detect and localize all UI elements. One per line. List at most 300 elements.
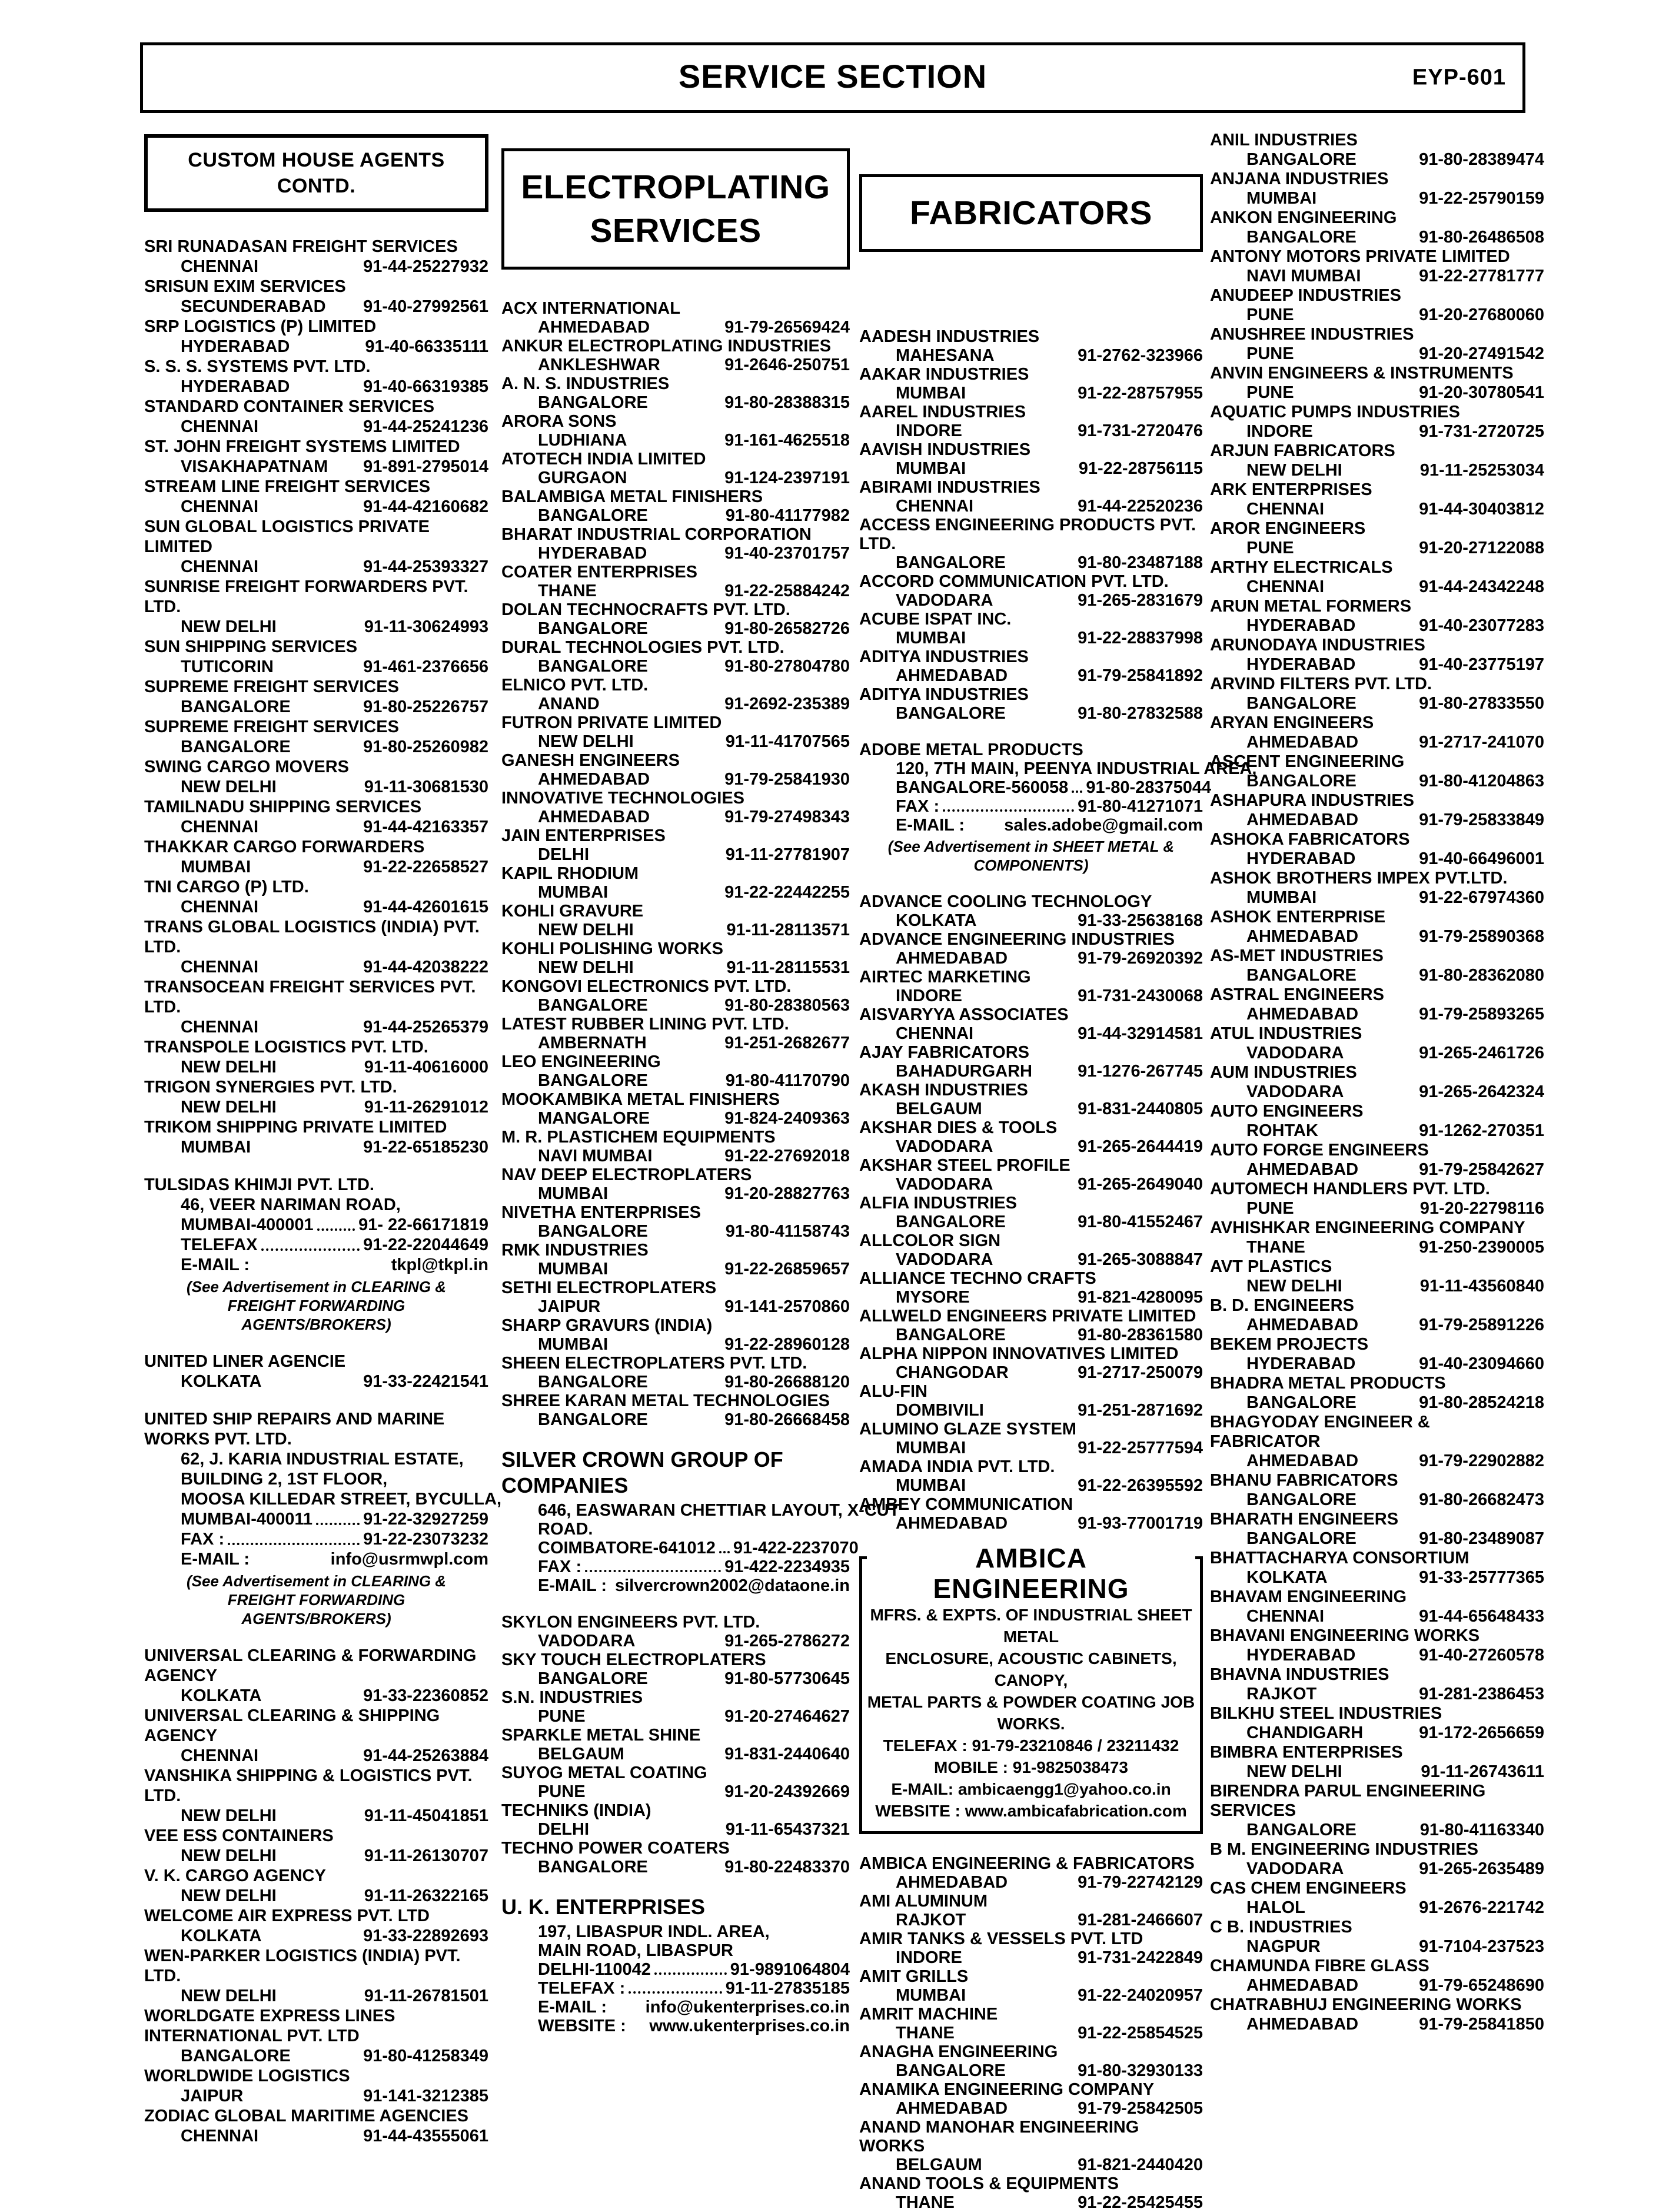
phone-number: 91-20-27122088 [1419,539,1544,557]
dotted-leader [316,1523,360,1525]
phone-number: 91-731-2422849 [1078,1948,1203,1967]
phone-number: 91-22-25790159 [1419,189,1544,208]
entry-location-row [144,737,488,757]
ad-text-line: METAL PARTS & POWDER COATING JOB WORKS. [867,1693,1195,1733]
contact-line [501,1979,850,1998]
entry-location-row [1210,539,1544,558]
city: AMBERNATH [538,1034,647,1052]
phone-number: 91-80-41158743 [725,1222,850,1241]
ad-box [859,1543,1203,1834]
company-name: WORLDWIDE LOGISTICS [144,2067,350,2085]
directory-entry [501,1165,850,1203]
contact-line [859,759,1257,778]
company-name: AMIT GRILLS [859,1967,969,1986]
ad-title: AMBICA ENGINEERING [867,1543,1195,1604]
directory-entry [144,677,488,717]
directory-entry [144,1826,488,1866]
phone-number: 91-44-42601615 [363,898,488,916]
contact-value: 91-11-27835185 [725,1979,850,1998]
phone-number: 91-80-27833550 [1419,694,1544,713]
phone-number: 91-44-42160682 [363,497,488,516]
company-name: TRANSPOLE LOGISTICS PVT. LTD. [144,1038,428,1057]
contact-value: 91-422-2237070 [733,1539,859,1557]
entry-location-row [501,1147,850,1165]
city: NEW DELHI [181,1098,277,1117]
contact-label: FAX : [896,797,940,816]
directory-entry [1210,908,1544,946]
entry-location-row [1210,344,1544,364]
directory-entry [1210,1918,1544,1957]
entry-location-row [859,1476,1203,1495]
phone-number: 91-11-26781501 [364,1987,488,2005]
phone-number: 91-80-28361580 [1078,1326,1203,1344]
entry-location-row [501,1109,850,1128]
directory-entry [501,789,850,826]
city: BANGALORE [538,1222,648,1241]
phone-number: 91-824-2409363 [724,1109,850,1128]
directory-entry [1210,1840,1544,1879]
company-name: TRIKOM SHIPPING PRIVATE LIMITED [144,1118,447,1137]
phone-number: 91-821-4280095 [1078,1288,1203,1307]
company-name: BILKHU STEEL INDUSTRIES [1210,1704,1442,1723]
company-name: ELNICO PVT. LTD. [501,676,649,695]
company-name: AAVISH INDUSTRIES [859,440,1031,459]
company-name: SRP LOGISTICS (P) LIMITED [144,317,377,336]
entry-location-row [1210,1354,1544,1374]
contact-line [501,1520,850,1539]
entry-location-row [859,666,1203,685]
entry-location-row [859,1024,1203,1043]
contact-label: FAX : [538,1557,582,1576]
company-name: UNIVERSAL CLEARING & SHIPPING AGENCY [144,1706,440,1745]
entry-location-row [144,1746,488,1766]
directory-entry [859,327,1203,365]
contact-line [501,1998,850,2017]
phone-number: 91-80-26486508 [1419,228,1544,247]
ad-text-line: TELEFAX : 91-79-23210846 / 23211432 [883,1736,1179,1755]
entry-location-row [501,318,850,337]
contact-line [501,1576,850,1595]
company-name: DURAL TECHNOLOGIES PVT. LTD. [501,638,784,657]
directory-entry [859,1307,1203,1344]
city: DELHI [538,1820,589,1839]
phone-number: 91-80-23489087 [1419,1529,1544,1548]
city: AHMEDABAD [1246,811,1359,829]
phone-number: 91-141-2570860 [724,1297,850,1316]
city: BANGALORE [1246,966,1357,985]
contact-value: 91-80-41271071 [1078,797,1203,816]
company-name: ADITYA INDUSTRIES [859,647,1029,666]
entry-location-row [144,1846,488,1866]
company-name: CAS CHEM ENGINEERS [1210,1879,1407,1898]
entry-location-row [144,1986,488,2006]
city: BANGALORE [1246,1821,1357,1839]
directory-entry [501,600,850,638]
phone-number: 91-11-28115531 [726,958,850,977]
entry-location-row [501,732,850,751]
directory-entry [859,403,1203,440]
entry-location-row [1210,1898,1544,1918]
entry-location-row [144,697,488,717]
directory-entry [859,892,1203,930]
contact-label: COIMBATORE-641012 [538,1539,716,1557]
entry-location-row [144,1886,488,1906]
entry-location-row [859,1326,1203,1344]
dotted-leader [585,1570,721,1572]
contact-value: tkpl@tkpl.in [391,1256,488,1274]
phone-number: 91-79-25891226 [1419,1316,1544,1334]
city: CHENNAI [896,497,974,516]
phone-number: 91-79-25841930 [724,770,850,789]
company-name: ALLIANCE TECHNO CRAFTS [859,1269,1096,1288]
entry-location-row [144,2086,488,2106]
entry-location-row [1210,1937,1544,1957]
dotted-leader [1072,791,1082,793]
city: MUMBAI [896,384,966,403]
directory-entry [501,1726,850,1763]
directory-entry [1210,403,1544,441]
phone-number: 91-80-27832588 [1078,704,1203,723]
directory-entry [1210,247,1544,286]
dotted-leader [943,809,1074,812]
entry-location-row [1210,1044,1544,1063]
city: CHENNAI [181,818,259,836]
entry-location-row [1210,1160,1544,1180]
dotted-leader [654,1972,727,1975]
entry-location-row [859,949,1203,968]
directory-entry [1210,1626,1544,1665]
company-name: ASHAPURA INDUSTRIES [1210,791,1414,810]
city: VADODARA [1246,1082,1344,1101]
directory-entry [501,299,850,337]
phone-number: 91-44-24342248 [1419,577,1544,596]
company-name: SKYLON ENGINEERS PVT. LTD. [501,1613,760,1632]
directory-entry [859,1382,1203,1420]
city: THANE [538,582,597,600]
directory-entry [859,1967,1203,2005]
entry-location-row [144,1017,488,1037]
phone-number: 91-80-23487188 [1078,553,1203,572]
city: HYDERABAD [181,337,290,356]
city: CHENNAI [181,898,259,916]
phone-number: 91-33-25777365 [1419,1568,1544,1587]
city: BANGALORE [896,553,1006,572]
directory-entry [1210,1024,1544,1063]
entry-location-row [501,1820,850,1839]
company-name: AISVARYYA ASSOCIATES [859,1005,1069,1024]
entry-location-row [859,1363,1203,1382]
company-name: SUNRISE FREIGHT FORWARDERS PVT. LTD. [144,577,468,616]
entry-location-row [501,695,850,713]
entry-location-row [501,356,850,374]
city: PUNE [1246,1199,1294,1218]
company-name: TRANSOCEAN FREIGHT SERVICES PVT. LTD. [144,978,476,1017]
directory-entry [144,317,488,357]
phone-number: 91-80-28524218 [1419,1393,1544,1412]
company-name: AROR ENGINEERS [1210,519,1366,538]
city: INDORE [896,421,962,440]
company-name: GANESH ENGINEERS [501,751,680,770]
city: PUNE [538,1782,586,1801]
phone-number: 91-22-25884242 [724,582,850,600]
city: SECUNDERABAD [181,297,326,316]
city: VISAKHAPATNAM [181,457,328,476]
entry-location-row [501,808,850,826]
entry-location-row [501,883,850,902]
city: AHMEDABAD [896,1514,1008,1533]
city: BANGALORE [1246,1393,1357,1412]
directory-entry [501,374,850,412]
entry-location-row [501,1222,850,1241]
company-name: TAMILNADU SHIPPING SERVICES [144,798,422,816]
company-name: ARYAN ENGINEERS [1210,713,1374,732]
directory-entry [1210,170,1544,208]
company-name: BIRENDRA PARUL ENGINEERING SERVICES [1210,1782,1486,1820]
contact-label: BUILDING 2, 1ST FLOOR, [181,1470,388,1489]
entry-location-row [1210,577,1544,597]
section-header [501,148,850,270]
phone-number: 91-80-26682473 [1419,1490,1544,1509]
directory-entry [859,1420,1203,1457]
entry-location-row [501,1373,850,1391]
phone-number: 91-22-26395592 [1078,1476,1203,1495]
entry-location-row [859,1288,1203,1307]
directory-entry [1210,1141,1544,1180]
entry-location-row [501,619,850,638]
contact-line [501,1960,850,1979]
city: NEW DELHI [181,1058,277,1077]
city: AHMEDABAD [1246,1005,1359,1024]
city: NEW DELHI [181,1987,277,2005]
company-name: MOOKAMBIKA METAL FINISHERS [501,1090,780,1109]
directory-entry [859,2042,1203,2080]
company-name: AUTO ENGINEERS [1210,1102,1364,1121]
city: AHMEDABAD [1246,1452,1359,1470]
phone-number: 91-11-30681530 [364,778,488,796]
directory-entry [1210,364,1544,403]
company-name: ALFIA INDUSTRIES [859,1194,1017,1213]
directory-entry [1210,519,1544,558]
directory-entry [1210,131,1544,170]
phone-number: 91-251-2682677 [724,1034,850,1052]
company-name: TRIGON SYNERGIES PVT. LTD. [144,1078,397,1097]
directory-entry [144,1766,488,1826]
entry-location-row [1210,1568,1544,1587]
company-name: ANJANA INDUSTRIES [1210,170,1389,188]
directory-entry [144,1037,488,1077]
contact-line [501,1557,850,1576]
contact-label: ROAD. [538,1520,593,1539]
city: CHENNAI [181,2127,259,2145]
directory-entry [859,365,1203,403]
company-name: ARK ENTERPRISES [1210,480,1372,499]
company-name: ALU-FIN [859,1382,927,1401]
city: KOLKATA [181,1927,262,1945]
company-name: V. K. CARGO AGENCY [144,1866,326,1885]
contact-line [144,1215,488,1235]
company-name: CHAMUNDA FIBRE GLASS [1210,1957,1429,1975]
contact-line [859,797,1203,816]
phone-number: 91-40-23775197 [1419,655,1544,674]
dotted-leader [228,1543,360,1545]
phone-number: 91-44-65648433 [1419,1607,1544,1626]
company-name: SHREE KARAN METAL TECHNOLOGIES [501,1391,830,1410]
phone-number: 91-40-23077283 [1419,616,1544,635]
company-name: ATUL INDUSTRIES [1210,1024,1362,1043]
directory-entry [859,1929,1203,1967]
contact-value: sales.adobe@gmail.com [1004,816,1203,835]
directory-entry [501,1801,850,1839]
entry-location-row [144,2046,488,2066]
entry-location-row [859,987,1203,1005]
contact-label: MAIN ROAD, LIBASPUR [538,1941,733,1960]
phone-number: 91-1276-267745 [1078,1062,1203,1081]
entry-location-row [859,1948,1203,1967]
company-name: SHEEN ELECTROPLATERS PVT. LTD. [501,1354,807,1373]
entry-location-row [501,1034,850,1052]
directory-entry [1210,1413,1544,1471]
city: AHMEDABAD [896,666,1008,685]
entry-location-row [144,1926,488,1946]
directory-entry [501,1052,850,1090]
contact-value: 91-22-23073232 [363,1530,488,1549]
company-name: ASHOK ENTERPRISE [1210,908,1386,926]
phone-number: 91-80-27804780 [724,657,850,676]
company-name: THAKKAR CARGO FORWARDERS [144,838,425,856]
city: PUNE [1246,344,1294,363]
company-name: KOHLI POLISHING WORKS [501,939,723,958]
ad-text-line: ENCLOSURE, ACOUSTIC CABINETS, CANOPY, [885,1649,1177,1689]
entry-location-row [859,1514,1203,1533]
entry-location-row [501,657,850,676]
phone-number: 91-44-25393327 [363,557,488,576]
entry-location-row [1210,2015,1544,2034]
contact-block [144,1175,488,1334]
directory-entry [859,1231,1203,1269]
entry-location-row [859,421,1203,440]
entry-location-row [859,2155,1203,2174]
city: BANGALORE [538,1858,648,1876]
directory-entry [144,917,488,977]
contact-line [144,1449,488,1469]
section-title-line: CONTD. [277,175,356,197]
entry-location-row [1210,228,1544,247]
phone-number: 91-124-2397191 [724,469,850,487]
entry-location-row [144,1057,488,1077]
city: NEW DELHI [1246,461,1342,480]
city: CHENNAI [1246,1607,1325,1626]
directory-entry [859,478,1203,516]
phone-number: 91-22-22442255 [724,883,850,902]
entry-location-row [859,629,1203,647]
contact-value: www.ukenterprises.co.in [649,2017,850,2035]
directory-entry [501,638,850,676]
city: MAHESANA [896,346,995,365]
city: AHMEDABAD [538,770,650,789]
city: KOLKATA [1246,1568,1328,1587]
entry-location-row [1210,733,1544,752]
company-name: TRANS GLOBAL LOGISTICS (INDIA) PVT. LTD. [144,918,480,956]
phone-number: 91-11-26743611 [1421,1762,1544,1781]
city: CHENNAI [181,557,259,576]
contact-line [144,1509,488,1529]
entry-location-row [859,2193,1203,2212]
city: CHANDIGARH [1246,1723,1364,1742]
contact-line [144,1529,488,1549]
directory-entry [859,2118,1203,2174]
directory-entry [1210,675,1544,713]
entry-location-row [144,857,488,877]
city: BANGALORE [538,393,648,412]
contact-label: 62, J. KARIA INDUSTRIAL ESTATE, [181,1450,464,1469]
company-name: ALLCOLOR SIGN [859,1231,1001,1250]
phone-number: 91-22-67974360 [1419,888,1544,907]
directory-entry [144,877,488,917]
company-name: AIRTEC MARKETING [859,968,1031,987]
company-name: LATEST RUBBER LINING PVT. LTD. [501,1015,789,1034]
directory-entry [144,977,488,1037]
entry-location-row [859,591,1203,610]
contact-line [144,1235,488,1255]
directory-entry [501,450,850,487]
directory-entry [1210,1374,1544,1413]
phone-number: 91-265-2786272 [724,1632,850,1650]
directory-entry [859,2005,1203,2042]
city: ROHTAK [1246,1121,1318,1140]
column-fabricators [859,174,1257,2212]
contact-value: 91-22-22044649 [363,1235,488,1254]
see-advertisement-note: (See Advertisement in CLEARING & FREIGHT FORWARDING AGENTS/BROKERS) [186,1572,447,1628]
city: AHMEDABAD [896,949,1008,968]
directory-entry [144,437,488,477]
section-title-line: SERVICES [590,212,762,250]
entry-location-row [501,1071,850,1090]
phone-number: 91-79-25841892 [1078,666,1203,685]
city: BANGALORE [538,619,648,638]
city: PUNE [1246,305,1294,324]
company-name: AUTO FORGE ENGINEERS [1210,1141,1429,1160]
city: BANGALORE [1246,150,1357,169]
entry-location-row [144,657,488,677]
city: MUMBAI [896,459,966,478]
entry-location-row [1210,888,1544,908]
phone-number: 91-79-26569424 [724,318,850,337]
city: AHMEDABAD [1246,1316,1359,1334]
directory-entry [144,757,488,797]
company-name: TECHNIKS (INDIA) [501,1801,651,1820]
directory-entry [1210,1180,1544,1218]
directory-entry [859,1457,1203,1495]
company-name: ALUMINO GLAZE SYSTEM [859,1420,1076,1439]
directory-entry [1210,558,1544,597]
directory-entry [859,1495,1203,1533]
phone-number: 91-80-41163340 [1419,1821,1544,1839]
contact-label: E-MAIL : [181,1256,250,1274]
city: TUTICORIN [181,657,274,676]
company-name: ALLWELD ENGINEERS PRIVATE LIMITED [859,1307,1196,1326]
city: BANGALORE [896,704,1006,723]
city: AHMEDABAD [1246,1976,1359,1995]
city: INDORE [896,987,962,1005]
company-name: ACUBE ISPAT INC. [859,610,1012,629]
contact-value: silvercrown2002@dataone.in [615,1576,850,1595]
directory-entry [1210,1296,1544,1335]
phone-number: 91-79-25893265 [1419,1005,1544,1024]
city: INDORE [896,1948,962,1967]
phone-number: 91-22-24020957 [1078,1986,1203,2005]
city: CHENNAI [896,1024,974,1043]
directory-entry [859,1194,1203,1231]
